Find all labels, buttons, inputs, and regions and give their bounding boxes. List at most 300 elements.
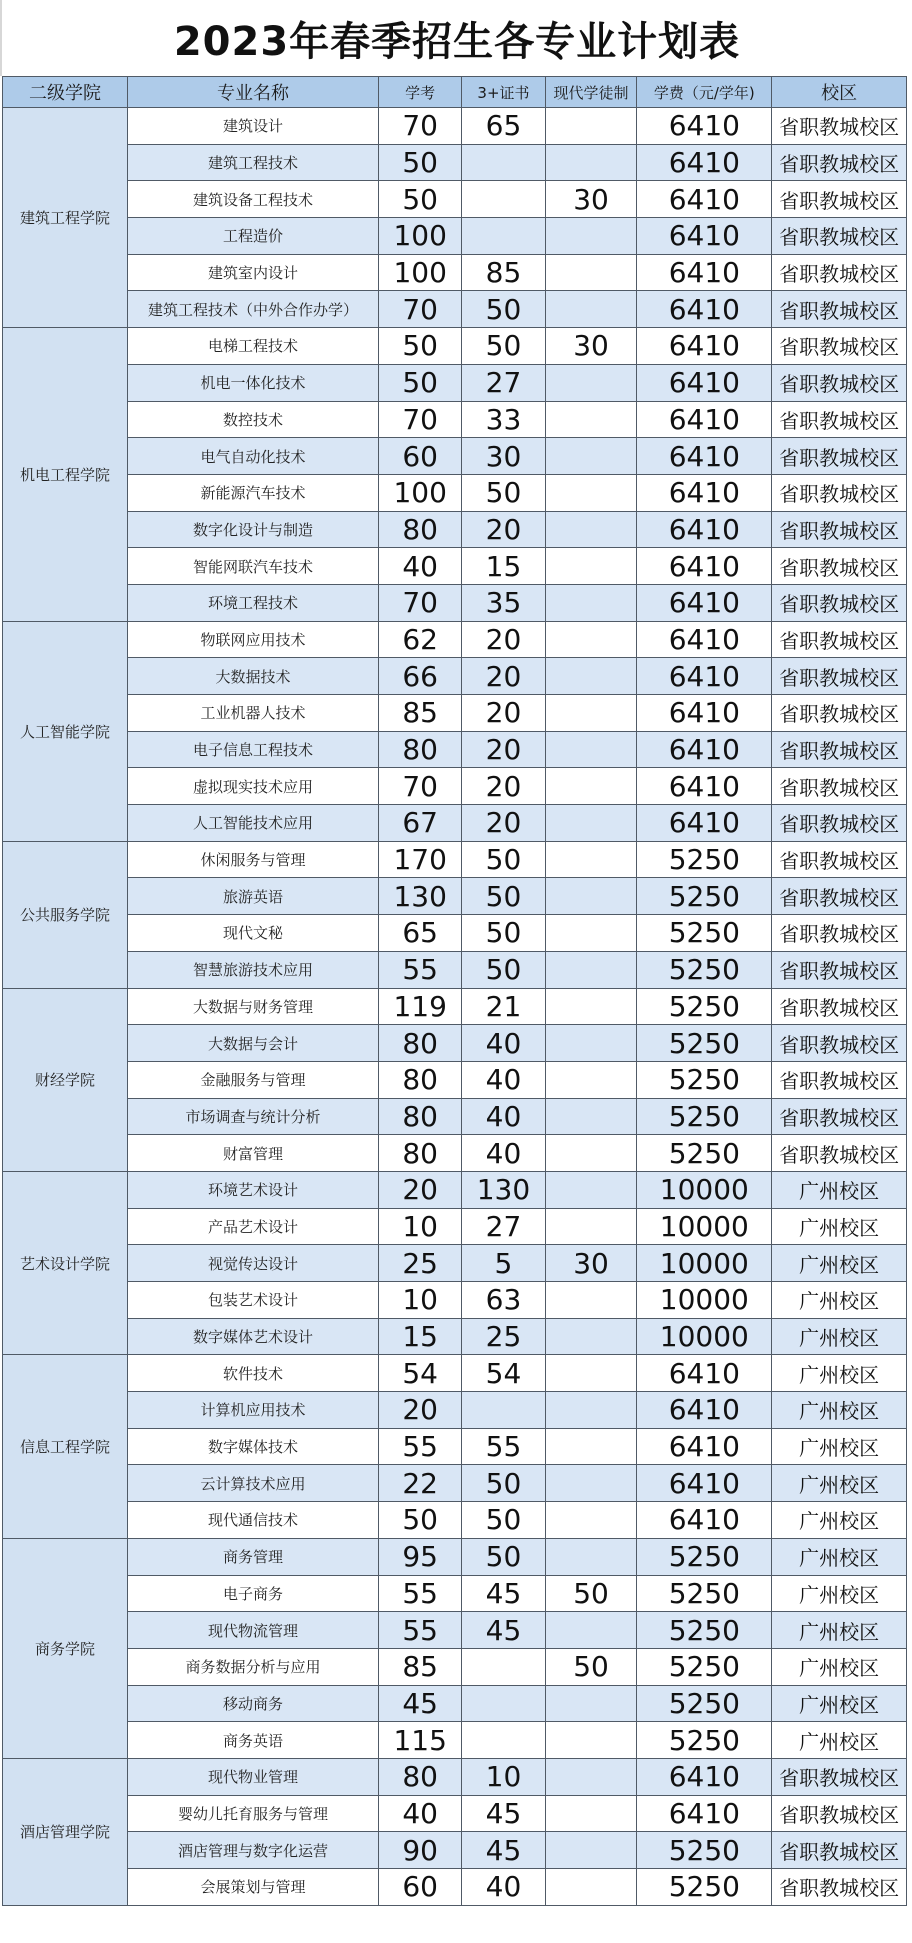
cert-cell: 5 <box>462 1245 545 1282</box>
cert-cell: 45 <box>462 1795 545 1832</box>
apprentice-cell <box>545 1025 637 1062</box>
campus-cell: 广州校区 <box>772 1282 907 1319</box>
major-cell: 建筑设计 <box>127 108 378 145</box>
fee-cell: 6410 <box>637 768 772 805</box>
apprentice-cell <box>545 364 637 401</box>
apprentice-cell <box>545 768 637 805</box>
fee-cell: 6410 <box>637 1758 772 1795</box>
cert-cell: 25 <box>462 1318 545 1355</box>
xuekao-cell: 60 <box>379 438 462 475</box>
table-row <box>3 841 907 878</box>
major-cell: 工程造价 <box>127 218 378 255</box>
fee-cell: 6410 <box>637 695 772 732</box>
major-cell: 大数据技术 <box>127 658 378 695</box>
xuekao-cell: 85 <box>379 1648 462 1685</box>
xuekao-cell: 80 <box>379 731 462 768</box>
cert-cell <box>462 1685 545 1722</box>
campus-cell: 广州校区 <box>772 1538 907 1575</box>
major-cell: 酒店管理与数字化运营 <box>127 1832 378 1869</box>
table-row <box>3 511 907 548</box>
major-cell: 商务数据分析与应用 <box>127 1648 378 1685</box>
fee-cell: 10000 <box>637 1318 772 1355</box>
college-cell: 艺术设计学院 <box>3 1171 128 1354</box>
apprentice-cell <box>545 1171 637 1208</box>
xuekao-cell: 62 <box>379 621 462 658</box>
cert-cell <box>462 1392 545 1429</box>
fee-cell: 6410 <box>637 658 772 695</box>
fee-cell: 6410 <box>637 805 772 842</box>
apprentice-cell <box>545 218 637 255</box>
table-row <box>3 951 907 988</box>
xuekao-cell: 100 <box>379 254 462 291</box>
campus-cell: 省职教城校区 <box>772 805 907 842</box>
header-major: 专业名称 <box>127 77 378 108</box>
major-cell: 视觉传达设计 <box>127 1245 378 1282</box>
major-cell: 电梯工程技术 <box>127 328 378 365</box>
apprentice-cell: 30 <box>545 1245 637 1282</box>
fee-cell: 6410 <box>637 584 772 621</box>
campus-cell: 省职教城校区 <box>772 951 907 988</box>
cert-cell: 40 <box>462 1061 545 1098</box>
cert-cell: 40 <box>462 1098 545 1135</box>
apprentice-cell <box>545 108 637 145</box>
apprentice-cell <box>545 511 637 548</box>
apprentice-cell <box>545 1538 637 1575</box>
table-row <box>3 988 907 1025</box>
xuekao-cell: 115 <box>379 1722 462 1759</box>
table-row <box>3 1612 907 1649</box>
cert-cell: 50 <box>462 328 545 365</box>
fee-cell: 6410 <box>637 621 772 658</box>
fee-cell: 5250 <box>637 988 772 1025</box>
apprentice-cell <box>545 621 637 658</box>
apprentice-cell <box>545 695 637 732</box>
college-cell: 信息工程学院 <box>3 1355 128 1538</box>
campus-cell: 广州校区 <box>772 1392 907 1429</box>
fee-cell: 6410 <box>637 731 772 768</box>
table-row <box>3 401 907 438</box>
campus-cell: 省职教城校区 <box>772 731 907 768</box>
table-row <box>3 144 907 181</box>
apprentice-cell <box>545 731 637 768</box>
xuekao-cell: 100 <box>379 218 462 255</box>
campus-cell: 省职教城校区 <box>772 915 907 952</box>
table-row <box>3 658 907 695</box>
table-row <box>3 1795 907 1832</box>
table-row <box>3 584 907 621</box>
campus-cell: 省职教城校区 <box>772 1795 907 1832</box>
table-row <box>3 1869 907 1906</box>
header-xuekao: 学考 <box>379 77 462 108</box>
enrollment-table <box>2 76 907 1906</box>
fee-cell: 6410 <box>637 291 772 328</box>
cert-cell: 40 <box>462 1869 545 1906</box>
fee-cell: 6410 <box>637 181 772 218</box>
xuekao-cell: 70 <box>379 108 462 145</box>
cert-cell: 50 <box>462 841 545 878</box>
xuekao-cell: 55 <box>379 1575 462 1612</box>
fee-cell: 5250 <box>637 1685 772 1722</box>
campus-cell: 省职教城校区 <box>772 548 907 585</box>
table-row <box>3 328 907 365</box>
page-title: 2023年春季招生各专业计划表 <box>0 0 912 76</box>
apprentice-cell <box>545 144 637 181</box>
campus-cell: 省职教城校区 <box>772 328 907 365</box>
apprentice-cell <box>545 658 637 695</box>
table-row <box>3 1538 907 1575</box>
table-row <box>3 731 907 768</box>
apprentice-cell <box>545 1355 637 1392</box>
table-row <box>3 1758 907 1795</box>
cert-cell: 20 <box>462 768 545 805</box>
cert-cell <box>462 181 545 218</box>
apprentice-cell: 50 <box>545 1648 637 1685</box>
table-row <box>3 1208 907 1245</box>
fee-cell: 6410 <box>637 328 772 365</box>
table-row <box>3 1098 907 1135</box>
cert-cell: 20 <box>462 658 545 695</box>
table-row <box>3 1575 907 1612</box>
major-cell: 智能网联汽车技术 <box>127 548 378 585</box>
cert-cell: 45 <box>462 1612 545 1649</box>
campus-cell: 广州校区 <box>772 1685 907 1722</box>
xuekao-cell: 95 <box>379 1538 462 1575</box>
major-cell: 金融服务与管理 <box>127 1061 378 1098</box>
campus-cell: 广州校区 <box>772 1318 907 1355</box>
cert-cell <box>462 144 545 181</box>
cert-cell: 50 <box>462 878 545 915</box>
table-row <box>3 768 907 805</box>
campus-cell: 省职教城校区 <box>772 695 907 732</box>
major-cell: 电子信息工程技术 <box>127 731 378 768</box>
cert-cell: 35 <box>462 584 545 621</box>
campus-cell: 省职教城校区 <box>772 768 907 805</box>
table-row <box>3 1135 907 1172</box>
table-row <box>3 1171 907 1208</box>
cert-cell: 50 <box>462 291 545 328</box>
fee-cell: 5250 <box>637 878 772 915</box>
fee-cell: 5250 <box>637 1061 772 1098</box>
major-cell: 休闲服务与管理 <box>127 841 378 878</box>
fee-cell: 6410 <box>637 144 772 181</box>
xuekao-cell: 40 <box>379 1795 462 1832</box>
campus-cell: 省职教城校区 <box>772 181 907 218</box>
cert-cell: 20 <box>462 731 545 768</box>
xuekao-cell: 80 <box>379 1098 462 1135</box>
table-body <box>3 108 907 1906</box>
apprentice-cell <box>545 474 637 511</box>
campus-cell: 省职教城校区 <box>772 291 907 328</box>
apprentice-cell <box>545 1428 637 1465</box>
major-cell: 工业机器人技术 <box>127 695 378 732</box>
table-row <box>3 254 907 291</box>
xuekao-cell: 50 <box>379 328 462 365</box>
fee-cell: 6410 <box>637 511 772 548</box>
campus-cell: 省职教城校区 <box>772 1135 907 1172</box>
campus-cell: 省职教城校区 <box>772 511 907 548</box>
major-cell: 商务管理 <box>127 1538 378 1575</box>
major-cell: 市场调查与统计分析 <box>127 1098 378 1135</box>
header-cert: 3+证书 <box>462 77 545 108</box>
table-row <box>3 1428 907 1465</box>
cert-cell: 40 <box>462 1135 545 1172</box>
table-row <box>3 1465 907 1502</box>
table-row <box>3 291 907 328</box>
major-cell: 数字化设计与制造 <box>127 511 378 548</box>
major-cell: 环境工程技术 <box>127 584 378 621</box>
table-row <box>3 181 907 218</box>
apprentice-cell <box>545 1318 637 1355</box>
cert-cell: 54 <box>462 1355 545 1392</box>
cert-cell <box>462 218 545 255</box>
campus-cell: 广州校区 <box>772 1428 907 1465</box>
cert-cell: 40 <box>462 1025 545 1062</box>
xuekao-cell: 70 <box>379 401 462 438</box>
fee-cell: 6410 <box>637 1465 772 1502</box>
xuekao-cell: 70 <box>379 768 462 805</box>
table-row <box>3 1025 907 1062</box>
fee-cell: 6410 <box>637 1355 772 1392</box>
xuekao-cell: 65 <box>379 915 462 952</box>
campus-cell: 省职教城校区 <box>772 401 907 438</box>
major-cell: 电子商务 <box>127 1575 378 1612</box>
campus-cell: 省职教城校区 <box>772 658 907 695</box>
table-row <box>3 438 907 475</box>
table-row <box>3 1392 907 1429</box>
xuekao-cell: 20 <box>379 1392 462 1429</box>
header-fee: 学费（元/学年) <box>637 77 772 108</box>
xuekao-cell: 50 <box>379 144 462 181</box>
apprentice-cell <box>545 1869 637 1906</box>
cert-cell: 50 <box>462 1502 545 1539</box>
apprentice-cell <box>545 291 637 328</box>
xuekao-cell: 55 <box>379 1428 462 1465</box>
fee-cell: 5250 <box>637 915 772 952</box>
major-cell: 产品艺术设计 <box>127 1208 378 1245</box>
cert-cell: 45 <box>462 1832 545 1869</box>
cert-cell: 27 <box>462 1208 545 1245</box>
campus-cell: 广州校区 <box>772 1171 907 1208</box>
campus-cell: 广州校区 <box>772 1722 907 1759</box>
xuekao-cell: 22 <box>379 1465 462 1502</box>
major-cell: 现代物业管理 <box>127 1758 378 1795</box>
cert-cell: 50 <box>462 915 545 952</box>
table-row <box>3 364 907 401</box>
xuekao-cell: 80 <box>379 1758 462 1795</box>
header-college: 二级学院 <box>3 77 128 108</box>
xuekao-cell: 25 <box>379 1245 462 1282</box>
apprentice-cell: 30 <box>545 328 637 365</box>
cert-cell: 63 <box>462 1282 545 1319</box>
table-row <box>3 1355 907 1392</box>
cert-cell: 30 <box>462 438 545 475</box>
campus-cell: 省职教城校区 <box>772 438 907 475</box>
apprentice-cell <box>545 1502 637 1539</box>
fee-cell: 6410 <box>637 254 772 291</box>
campus-cell: 省职教城校区 <box>772 1025 907 1062</box>
fee-cell: 5250 <box>637 1025 772 1062</box>
apprentice-cell <box>545 1282 637 1319</box>
xuekao-cell: 20 <box>379 1171 462 1208</box>
apprentice-cell <box>545 1795 637 1832</box>
apprentice-cell <box>545 438 637 475</box>
apprentice-cell <box>545 878 637 915</box>
major-cell: 建筑室内设计 <box>127 254 378 291</box>
major-cell: 建筑设备工程技术 <box>127 181 378 218</box>
xuekao-cell: 70 <box>379 291 462 328</box>
apprentice-cell <box>545 841 637 878</box>
fee-cell: 5250 <box>637 1575 772 1612</box>
fee-cell: 6410 <box>637 364 772 401</box>
fee-cell: 6410 <box>637 1502 772 1539</box>
major-cell: 财富管理 <box>127 1135 378 1172</box>
fee-cell: 5250 <box>637 841 772 878</box>
xuekao-cell: 50 <box>379 181 462 218</box>
cert-cell <box>462 1722 545 1759</box>
campus-cell: 广州校区 <box>772 1575 907 1612</box>
table-row <box>3 108 907 145</box>
apprentice-cell <box>545 988 637 1025</box>
xuekao-cell: 70 <box>379 584 462 621</box>
cert-cell: 50 <box>462 951 545 988</box>
cert-cell: 50 <box>462 1465 545 1502</box>
major-cell: 包装艺术设计 <box>127 1282 378 1319</box>
cert-cell: 130 <box>462 1171 545 1208</box>
fee-cell: 5250 <box>637 1612 772 1649</box>
cert-cell: 55 <box>462 1428 545 1465</box>
apprentice-cell <box>545 1135 637 1172</box>
xuekao-cell: 85 <box>379 695 462 732</box>
major-cell: 软件技术 <box>127 1355 378 1392</box>
fee-cell: 6410 <box>637 1428 772 1465</box>
cert-cell: 21 <box>462 988 545 1025</box>
xuekao-cell: 80 <box>379 1061 462 1098</box>
fee-cell: 10000 <box>637 1282 772 1319</box>
fee-cell: 6410 <box>637 108 772 145</box>
apprentice-cell <box>545 1208 637 1245</box>
cert-cell: 45 <box>462 1575 545 1612</box>
xuekao-cell: 50 <box>379 364 462 401</box>
campus-cell: 广州校区 <box>772 1355 907 1392</box>
fee-cell: 5250 <box>637 1869 772 1906</box>
apprentice-cell <box>545 1758 637 1795</box>
major-cell: 数字媒体艺术设计 <box>127 1318 378 1355</box>
xuekao-cell: 80 <box>379 1025 462 1062</box>
table-row <box>3 1685 907 1722</box>
campus-cell: 广州校区 <box>772 1648 907 1685</box>
table-row <box>3 1061 907 1098</box>
cert-cell: 20 <box>462 621 545 658</box>
apprentice-cell <box>545 1832 637 1869</box>
campus-cell: 广州校区 <box>772 1612 907 1649</box>
xuekao-cell: 66 <box>379 658 462 695</box>
major-cell: 数控技术 <box>127 401 378 438</box>
major-cell: 建筑工程技术 <box>127 144 378 181</box>
header-campus: 校区 <box>772 77 907 108</box>
apprentice-cell <box>545 401 637 438</box>
apprentice-cell <box>545 1722 637 1759</box>
apprentice-cell <box>545 1685 637 1722</box>
xuekao-cell: 60 <box>379 1869 462 1906</box>
college-cell: 机电工程学院 <box>3 328 128 622</box>
cert-cell: 20 <box>462 695 545 732</box>
campus-cell: 广州校区 <box>772 1465 907 1502</box>
xuekao-cell: 50 <box>379 1502 462 1539</box>
major-cell: 现代通信技术 <box>127 1502 378 1539</box>
apprentice-cell <box>545 915 637 952</box>
xuekao-cell: 90 <box>379 1832 462 1869</box>
major-cell: 人工智能技术应用 <box>127 805 378 842</box>
campus-cell: 省职教城校区 <box>772 1061 907 1098</box>
college-cell: 酒店管理学院 <box>3 1758 128 1905</box>
cert-cell: 33 <box>462 401 545 438</box>
major-cell: 建筑工程技术（中外合作办学） <box>127 291 378 328</box>
table-row <box>3 1318 907 1355</box>
apprentice-cell <box>545 951 637 988</box>
major-cell: 大数据与会计 <box>127 1025 378 1062</box>
campus-cell: 省职教城校区 <box>772 988 907 1025</box>
xuekao-cell: 55 <box>379 1612 462 1649</box>
apprentice-cell <box>545 805 637 842</box>
cert-cell: 50 <box>462 1538 545 1575</box>
major-cell: 虚拟现实技术应用 <box>127 768 378 805</box>
apprentice-cell <box>545 1612 637 1649</box>
cert-cell: 20 <box>462 805 545 842</box>
fee-cell: 6410 <box>637 548 772 585</box>
campus-cell: 广州校区 <box>772 1208 907 1245</box>
fee-cell: 10000 <box>637 1208 772 1245</box>
fee-cell: 5250 <box>637 1098 772 1135</box>
major-cell: 移动商务 <box>127 1685 378 1722</box>
table-row <box>3 548 907 585</box>
cert-cell: 27 <box>462 364 545 401</box>
fee-cell: 10000 <box>637 1171 772 1208</box>
table-row <box>3 915 907 952</box>
apprentice-cell: 30 <box>545 181 637 218</box>
major-cell: 物联网应用技术 <box>127 621 378 658</box>
cert-cell: 50 <box>462 474 545 511</box>
fee-cell: 6410 <box>637 438 772 475</box>
table-row <box>3 1282 907 1319</box>
major-cell: 电气自动化技术 <box>127 438 378 475</box>
apprentice-cell <box>545 584 637 621</box>
fee-cell: 5250 <box>637 1135 772 1172</box>
campus-cell: 省职教城校区 <box>772 621 907 658</box>
fee-cell: 10000 <box>637 1245 772 1282</box>
college-cell: 建筑工程学院 <box>3 108 128 328</box>
cert-cell: 85 <box>462 254 545 291</box>
major-cell: 数字媒体技术 <box>127 1428 378 1465</box>
apprentice-cell <box>545 1098 637 1135</box>
xuekao-cell: 54 <box>379 1355 462 1392</box>
table-row <box>3 474 907 511</box>
xuekao-cell: 130 <box>379 878 462 915</box>
xuekao-cell: 10 <box>379 1208 462 1245</box>
xuekao-cell: 119 <box>379 988 462 1025</box>
major-cell: 环境艺术设计 <box>127 1171 378 1208</box>
table-row <box>3 878 907 915</box>
campus-cell: 省职教城校区 <box>772 878 907 915</box>
major-cell: 大数据与财务管理 <box>127 988 378 1025</box>
campus-cell: 广州校区 <box>772 1502 907 1539</box>
campus-cell: 省职教城校区 <box>772 1832 907 1869</box>
xuekao-cell: 10 <box>379 1282 462 1319</box>
fee-cell: 6410 <box>637 474 772 511</box>
fee-cell: 5250 <box>637 1722 772 1759</box>
cert-cell <box>462 1648 545 1685</box>
campus-cell: 省职教城校区 <box>772 364 907 401</box>
major-cell: 新能源汽车技术 <box>127 474 378 511</box>
